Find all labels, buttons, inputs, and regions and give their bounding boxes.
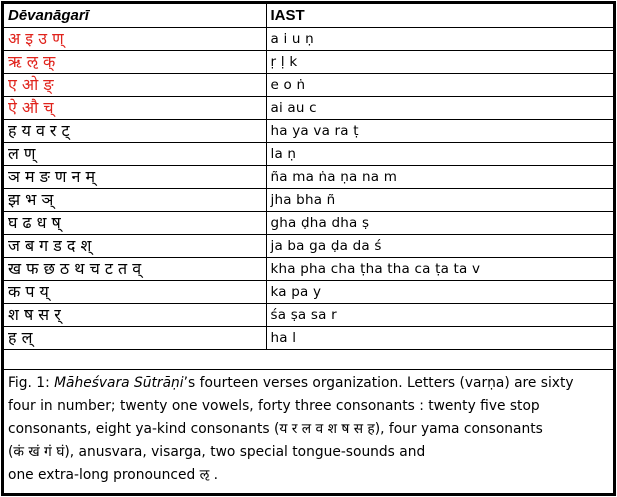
iast-cell: jha bha ñ — [266, 189, 613, 212]
caption-line-2: four in number; twenty one vowels, forty three consonants : twenty five stop — [8, 398, 540, 414]
table-row — [4, 120, 613, 143]
devanagari-cell: ज ब ग ड द श् — [4, 235, 266, 258]
caption-line-4: (कं खं गं घं), anusvara, visarga, two special tongue-sounds and — [8, 444, 426, 460]
caption-line-1-rest: ’s fourteen verses organization. Letters (varṇa) are sixty — [183, 375, 574, 391]
devanagari-cell: ह ल् — [4, 327, 266, 350]
table-row — [4, 304, 613, 327]
table-row — [4, 74, 613, 97]
devanagari-cell: घ ढ ध ष् — [4, 212, 266, 235]
iast-cell: kha pha cha ṭha tha ca ṭa ta v — [266, 258, 613, 281]
iast-cell: ña ma ṅa ṇa na m — [266, 166, 613, 189]
caption-title: Māheśvara Sūtrāṇi — [54, 375, 184, 391]
devanagari-cell: श ष स र् — [4, 304, 266, 327]
devanagari-cell: ऋ ऌ क् — [4, 51, 266, 74]
caption-prefix: Fig. 1: — [8, 375, 55, 391]
caption-line-1 — [8, 372, 609, 395]
iast-cell: ha l — [266, 327, 613, 350]
iast-cell: śa ṣa sa r — [266, 304, 613, 327]
devanagari-cell: ख फ छ ठ थ च ट त व् — [4, 258, 266, 281]
table-row — [4, 166, 613, 189]
iast-cell: ai au c — [266, 97, 613, 120]
iast-cell: gha ḍha dha ṣ — [266, 212, 613, 235]
table-row — [4, 235, 613, 258]
iast-cell: ha ya va ra ṭ — [266, 120, 613, 143]
iast-cell: la ṇ — [266, 143, 613, 166]
iast-cell: e o ṅ — [266, 74, 613, 97]
iast-cell: ṛ ḷ k — [266, 51, 613, 74]
table-row — [4, 281, 613, 304]
table-header-row — [4, 4, 613, 28]
devanagari-cell: ञ म ङ ण न म् — [4, 166, 266, 189]
table-row — [4, 143, 613, 166]
devanagari-cell: क प य् — [4, 281, 266, 304]
table-row — [4, 189, 613, 212]
table-row — [4, 212, 613, 235]
figure-caption — [4, 369, 613, 487]
table-row — [4, 51, 613, 74]
devanagari-cell: ह य व र ट् — [4, 120, 266, 143]
devanagari-cell: ल ण् — [4, 143, 266, 166]
header-iast: IAST — [266, 4, 613, 28]
caption-line-3: consonants, eight ya-kind consonants (य र ल व श ष स ह), four yama consonants — [8, 421, 543, 437]
figure-frame — [1, 1, 616, 496]
devanagari-cell: झ भ ञ् — [4, 189, 266, 212]
devanagari-cell: अ इ उ ण् — [4, 28, 266, 51]
devanagari-cell: ए ओ ङ् — [4, 74, 266, 97]
iast-cell: a i u ṇ — [266, 28, 613, 51]
iast-cell: ja ba ga ḍa da ś — [266, 235, 613, 258]
devanagari-cell: ऐ औ च् — [4, 97, 266, 120]
table-row — [4, 28, 613, 51]
table-row — [4, 258, 613, 281]
sutra-table — [4, 4, 613, 350]
table-row — [4, 97, 613, 120]
iast-cell: ka pa y — [266, 281, 613, 304]
header-devanagari: Dēvanāgarī — [4, 4, 266, 28]
caption-line-5: one extra-long pronounced ऌ . — [8, 467, 219, 483]
table-row — [4, 327, 613, 350]
table-body — [4, 28, 613, 350]
